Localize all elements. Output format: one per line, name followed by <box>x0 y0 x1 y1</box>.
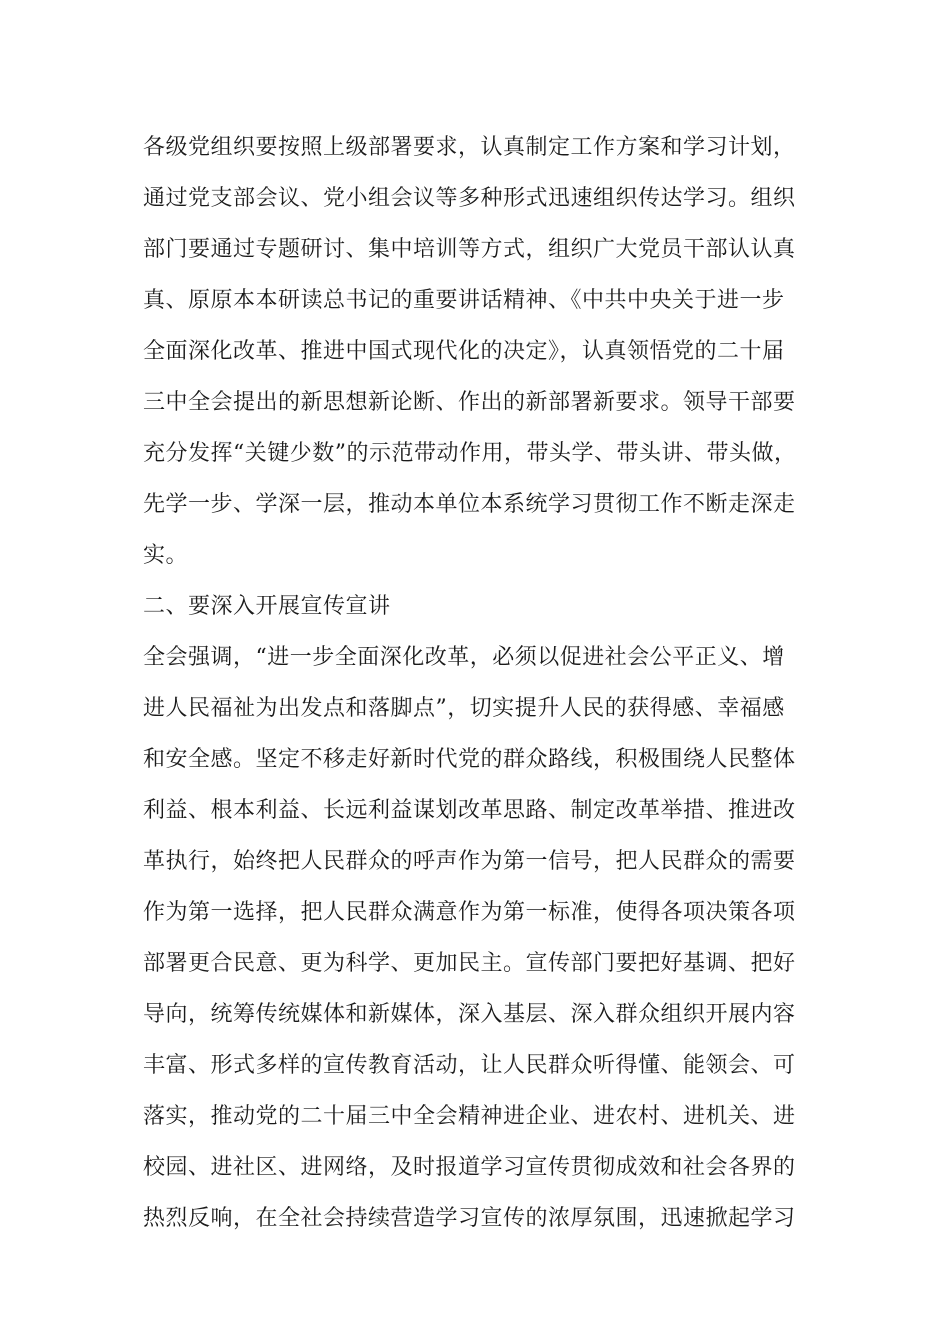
text-line: 全会强调，“进一步全面深化改革，必须以促进社会公平正义、增 <box>143 645 785 670</box>
text-line: 丰富、形式多样的宣传教育活动，让人民群众听得懂、能领会、可 <box>143 1053 796 1078</box>
text-line: 革执行，始终把人民群众的呼声作为第一信号，把人民群众的需要 <box>143 849 796 874</box>
text-line: 作为第一选择，把人民群众满意作为第一标准，使得各项决策各项 <box>143 900 796 925</box>
section-heading: 二、要深入开展宣传宣讲 <box>143 594 391 619</box>
text-line: 充分发挥“关键少数”的示范带动作用，带头学、带头讲、带头做， <box>143 441 797 466</box>
text-line: 部门要通过专题研讨、集中培训等方式，组织广大党员干部认认真 <box>143 237 796 262</box>
text-line: 热烈反响，在全社会持续营造学习宣传的浓厚氛围，迅速掀起学习 <box>143 1206 796 1231</box>
text-line: 三中全会提出的新思想新论断、作出的新部署新要求。领导干部要 <box>143 390 796 415</box>
text-line: 真、原原本本研读总书记的重要讲话精神、《中共中央关于进一步 <box>143 288 785 313</box>
text-line: 实。 <box>143 543 189 568</box>
text-line: 各级党组织要按照上级部署要求，认真制定工作方案和学习计划， <box>143 135 796 160</box>
text-line: 先学一步、学深一层，推动本单位本系统学习贯彻工作不断走深走 <box>143 492 796 517</box>
text-line: 落实，推动党的二十届三中全会精神进企业、进农村、进机关、进 <box>143 1104 796 1129</box>
text-line: 部署更合民意、更为科学、更加民主。宣传部门要把好基调、把好 <box>143 951 796 976</box>
text-line: 全面深化改革、推进中国式现代化的决定》，认真领悟党的二十届 <box>143 339 785 364</box>
text-line: 利益、根本利益、长远利益谋划改革思路、制定改革举措、推进改 <box>143 798 796 823</box>
text-line: 进人民福祉为出发点和落脚点”，切实提升人民的获得感、幸福感 <box>143 696 785 721</box>
text-line: 导向，统筹传统媒体和新媒体，深入基层、深入群众组织开展内容 <box>143 1002 796 1027</box>
text-line: 和安全感。坚定不移走好新时代党的群众路线，积极围绕人民整体 <box>143 747 796 772</box>
text-line: 校园、进社区、进网络，及时报道学习宣传贯彻成效和社会各界的 <box>143 1155 796 1180</box>
text-line: 通过党支部会议、党小组会议等多种形式迅速组织传达学习。组织 <box>143 186 796 211</box>
